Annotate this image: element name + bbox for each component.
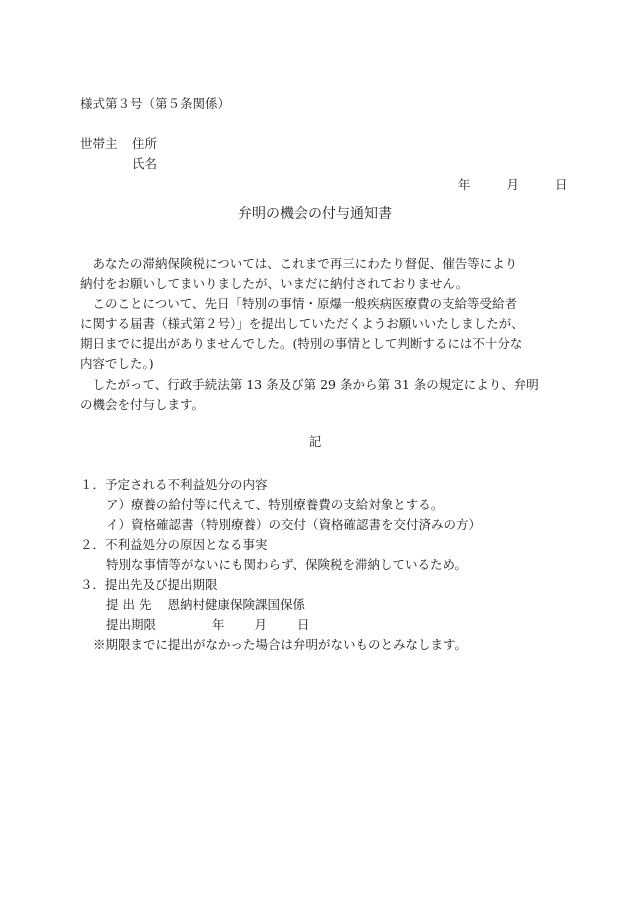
- name-label: 氏名: [132, 156, 158, 171]
- submit-to-label: 提 出 先: [106, 597, 152, 612]
- deadline-month: 月: [254, 617, 268, 632]
- document-title: 弁明の機会の付与通知書: [238, 206, 392, 222]
- ki-heading: 記: [308, 434, 322, 449]
- deadline-year: 年: [212, 617, 225, 632]
- address-label: 住所: [132, 136, 158, 151]
- form-label: 様式第３号（第５条関係）: [80, 96, 231, 111]
- body-line: あなたの滞納保険税については、これまで再三にわたり督促、催告等により: [80, 256, 518, 271]
- deadline-day: 日: [297, 617, 310, 632]
- item1-i: イ）資格確認書（特別療養）の交付（資格確認書を交付済みの方）: [106, 517, 482, 532]
- body-line: 内容でした。): [80, 356, 154, 371]
- deadline-note: ※期限までに提出がなかった場合は弁明がないものとみなします。: [93, 637, 468, 652]
- date-month-label: 月: [506, 177, 520, 192]
- body-line: したがって、行政手続法第 13 条及び第 29 条から第 31 条の規定により、弁明: [80, 377, 539, 392]
- submit-to-value: 恩納村健康保険課国保係: [167, 597, 305, 612]
- date-day-label: 日: [555, 177, 568, 192]
- submit-to-row: [106, 596, 305, 614]
- deadline-label: 提出期限: [106, 617, 157, 632]
- household-head-label: 世帯主: [80, 136, 118, 151]
- deadline-row: [106, 616, 310, 634]
- item2-text: 特別な事情等がないにも関わらず、保険税を滞納しているため。: [106, 557, 468, 572]
- item1-heading: １．予定される不利益処分の内容: [80, 477, 268, 492]
- item1-a: ア）療養の給付等に代えて、特別療養費の支給対象とする。: [106, 497, 444, 512]
- date-year-label: 年: [458, 177, 471, 192]
- item2-heading: ２．不利益処分の原因となる事実: [80, 537, 268, 552]
- item3-heading: ３．提出先及び提出期限: [80, 577, 218, 592]
- body-line: 期日までに提出がありませんでした。(特別の事情として判断するには不十分な: [80, 336, 523, 351]
- body-line: の機会を付与します。: [80, 397, 205, 412]
- body-line: 納付をお願いしてまいりましたが、いまだに納付されておりません。: [80, 276, 469, 291]
- body-line: に関する届書（様式第２号）」を提出していただくようお願いいたしましたが、: [80, 316, 524, 331]
- date-header: [458, 176, 568, 194]
- body-line: このことについて、先日「特別の事情・原爆一般疾病医療費の支給等受給者: [80, 296, 518, 311]
